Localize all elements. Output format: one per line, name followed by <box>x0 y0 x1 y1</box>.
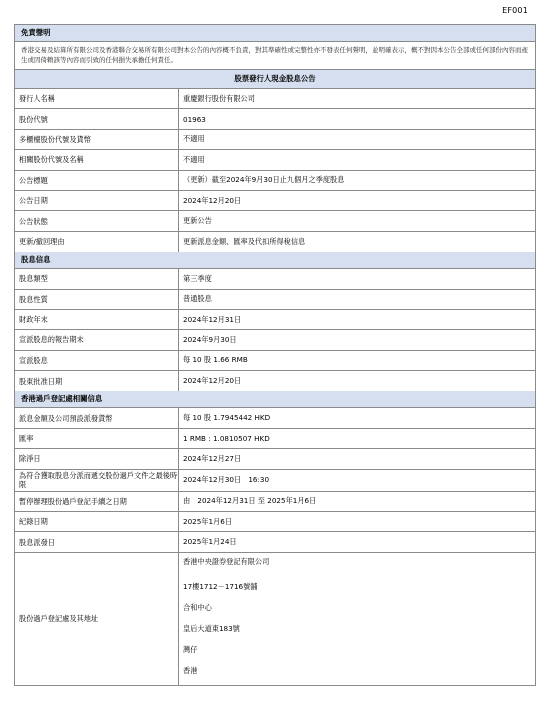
row-value: 更新派息金額、匯率及代扣所得稅信息 <box>183 236 306 246</box>
registrar-info-table <box>15 408 535 684</box>
table-row <box>15 211 535 231</box>
row-label: 多櫃檯股份代號及貨幣 <box>15 130 179 149</box>
registrar-address-row <box>15 553 535 685</box>
row-label: 更新/撤回理由 <box>15 232 179 252</box>
row-value: 每 10 股 1.66 RMB <box>183 355 248 365</box>
table-row <box>15 351 535 371</box>
row-value: 01963 <box>183 114 206 124</box>
row-label: 財政年末 <box>15 310 179 329</box>
row-value: 2025年1月24日 <box>183 537 237 547</box>
table-row <box>15 310 535 330</box>
row-label: 派息金額及公司預設派發貨幣 <box>15 408 179 427</box>
row-value: 第三季度 <box>183 273 212 283</box>
row-value: 重慶銀行股份有限公司 <box>183 93 255 103</box>
row-label: 股份代號 <box>15 109 179 128</box>
row-label: 宣派股息的報告期末 <box>15 330 179 349</box>
row-label: 公告狀態 <box>15 211 179 230</box>
row-value: 2024年12月20日 <box>183 376 242 386</box>
table-row <box>15 470 535 492</box>
row-value: 不適用 <box>183 154 205 164</box>
form-code: EF001 <box>502 6 528 15</box>
table-row <box>15 232 535 252</box>
row-value: 不適用 <box>183 134 205 144</box>
registrar-info-heading: 香港過戶登記處相關信息 <box>15 391 535 408</box>
row-value: 2024年12月27日 <box>183 453 242 463</box>
row-label: 股息性質 <box>15 290 179 309</box>
address-line: 灣仔 <box>183 644 198 654</box>
row-label: 匯率 <box>15 429 179 448</box>
address-line: 皇后大道東183號 <box>183 623 240 633</box>
table-row <box>15 269 535 289</box>
row-value: 更新公告 <box>183 216 212 226</box>
row-value: 由 2024年12月31日 至 2025年1月6日 <box>183 496 317 506</box>
row-label: 宣派股息 <box>15 351 179 370</box>
table-row <box>15 512 535 532</box>
table-row <box>15 371 535 391</box>
table-row <box>15 109 535 129</box>
row-value: 2024年9月30日 <box>183 334 237 344</box>
row-label: 發行人名稱 <box>15 89 179 108</box>
row-label: 紀錄日期 <box>15 512 179 531</box>
general-info-table <box>15 89 535 252</box>
address-line: 香港 <box>183 665 198 675</box>
registrar-address <box>179 553 535 685</box>
row-value: 每 10 股 1.7945442 HKD <box>183 413 271 423</box>
table-row <box>15 150 535 170</box>
row-value: 1 RMB : 1.0810507 HKD <box>183 434 270 444</box>
row-label: 股息類型 <box>15 269 179 288</box>
row-label: 暫停辦理股份過戶登記手續之日期 <box>15 492 179 511</box>
row-label: 股份過戶登記處及其地址 <box>15 553 179 685</box>
disclaimer-text: 香港交易及結算所有限公司及香港聯合交易所有限公司對本公告的內容概不負責，對其準確性或完整性亦不發表任何聲明，並明確表示，概不對因本公告全部或任何部份內容而產生或因倚賴該等內容而引致的任何損失承擔任何責任。 <box>15 42 535 70</box>
announcement-form <box>14 24 536 686</box>
row-label: 除淨日 <box>15 449 179 468</box>
table-row <box>15 330 535 350</box>
row-label: 相關股份代號及名稱 <box>15 150 179 169</box>
row-value: 2024年12月20日 <box>183 195 242 205</box>
row-label: 股東批准日期 <box>15 371 179 391</box>
table-row <box>15 130 535 150</box>
row-label: 公告標題 <box>15 171 179 190</box>
table-row <box>15 492 535 512</box>
row-label: 股息派發日 <box>15 532 179 551</box>
address-line: 香港中央證券登記有限公司 <box>183 556 270 566</box>
row-value: （更新）截至2024年9月30日止九個月之季度股息 <box>183 175 345 185</box>
table-row <box>15 449 535 469</box>
disclaimer-heading: 免責聲明 <box>15 25 535 42</box>
table-row <box>15 171 535 191</box>
row-value: 普通股息 <box>183 294 212 304</box>
table-row <box>15 290 535 310</box>
row-label: 公告日期 <box>15 191 179 210</box>
address-line: 合和中心 <box>183 602 212 612</box>
table-row <box>15 408 535 428</box>
row-value: 2025年1月6日 <box>183 516 233 526</box>
address-line: 17樓1712－1716號舖 <box>183 581 258 591</box>
dividend-info-heading: 股息信息 <box>15 252 535 269</box>
table-row <box>15 429 535 449</box>
row-value: 2024年12月31日 <box>183 314 242 324</box>
dividend-info-table <box>15 269 535 391</box>
row-value: 2024年12月30日 16:30 <box>183 475 270 485</box>
row-label: 為符合獲取股息分派而遞交股份過戶文件之最後時限 <box>15 470 179 491</box>
table-row <box>15 89 535 109</box>
table-row <box>15 191 535 211</box>
table-row <box>15 532 535 552</box>
announcement-title: 股票發行人現金股息公告 <box>15 70 535 89</box>
